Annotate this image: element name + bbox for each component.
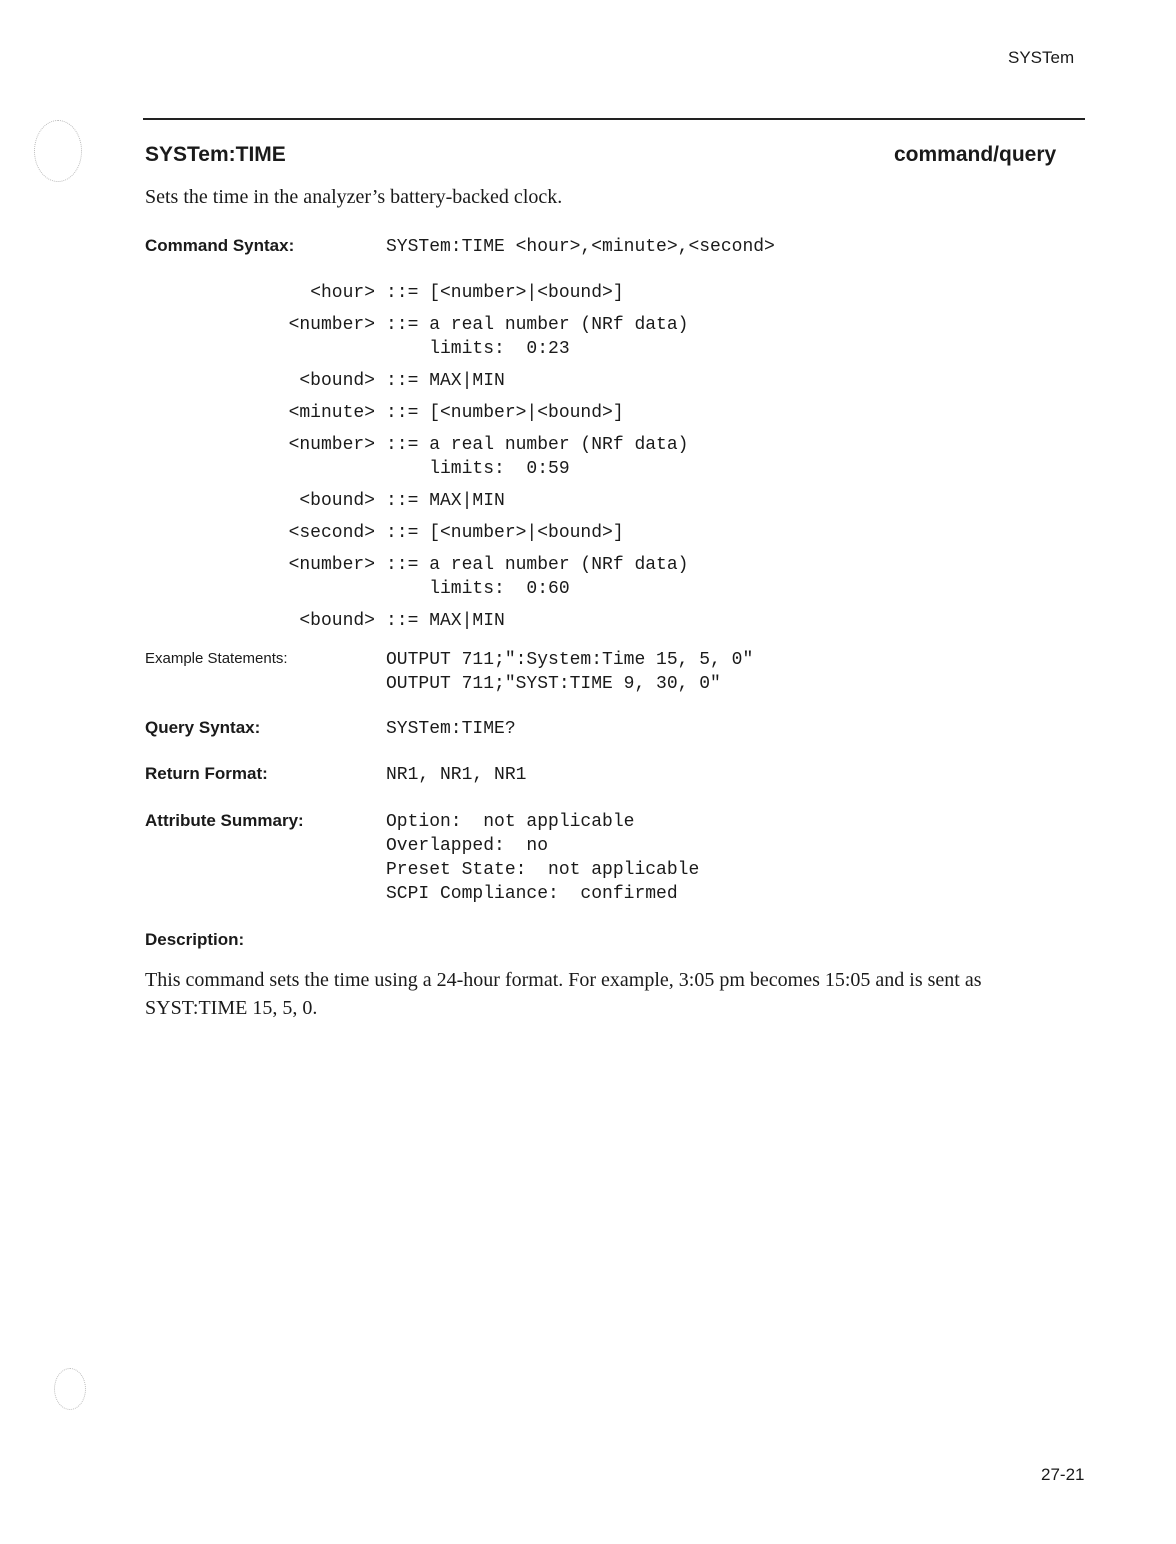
example-statement: OUTPUT 711;":System:Time 15, 5, 0" [386, 650, 754, 670]
param-name: <number> [288, 555, 375, 575]
running-header: SYSTem [1008, 48, 1075, 67]
param-def: ::= a real number (NRf data) limits: 0:59 [386, 435, 689, 479]
param-name: <number> [288, 315, 375, 335]
param-def: ::= [<number>|<bound>] [386, 523, 624, 543]
query-syntax-label: Query Syntax: [145, 718, 261, 737]
query-syntax-value: SYSTem:TIME? [386, 719, 516, 739]
command-syntax-value: SYSTem:TIME <hour>,<minute>,<second> [386, 237, 775, 257]
attribute-line: Preset State: not applicable [386, 860, 700, 880]
param-def: ::= [<number>|<bound>] [386, 283, 624, 303]
param-name: <hour> [310, 283, 375, 303]
attribute-line: Option: not applicable [386, 812, 635, 832]
attribute-summary-label: Attribute Summary: [145, 811, 304, 830]
description-label: Description: [145, 930, 245, 949]
param-name: <number> [288, 435, 375, 455]
scan-artifact [34, 120, 82, 182]
description-text: This command sets the time using a 24-hour format. For example, 3:05 pm becomes 15:05 and is sent as SYST:TIME 15, 5, 0. [145, 969, 982, 1019]
param-def: ::= MAX|MIN [386, 371, 505, 391]
command-syntax-label: Command Syntax: [145, 236, 295, 255]
param-name: <bound> [299, 491, 375, 511]
scan-artifact [54, 1368, 86, 1410]
param-def: ::= a real number (NRf data) limits: 0:60 [386, 555, 689, 599]
page-number: 27-21 [1041, 1465, 1085, 1484]
param-name: <second> [288, 523, 375, 543]
param-name: <bound> [299, 371, 375, 391]
section-title: SYSTem:TIME [145, 143, 286, 166]
param-def: ::= [<number>|<bound>] [386, 403, 624, 423]
param-def: ::= a real number (NRf data) limits: 0:23 [386, 315, 689, 359]
header-rule [143, 118, 1085, 120]
param-def: ::= MAX|MIN [386, 611, 505, 631]
section-type: command/query [894, 143, 1057, 166]
attribute-line: SCPI Compliance: confirmed [386, 884, 678, 904]
attribute-line: Overlapped: no [386, 836, 549, 856]
example-statement: OUTPUT 711;"SYST:TIME 9, 30, 0" [386, 674, 721, 694]
return-format-value: NR1, NR1, NR1 [386, 765, 527, 785]
example-statements-label: Example Statements: [145, 650, 288, 667]
section-intro: Sets the time in the analyzer’s battery-backed clock. [145, 186, 563, 208]
param-name: <minute> [288, 403, 375, 423]
return-format-label: Return Format: [145, 764, 268, 783]
param-name: <bound> [299, 611, 375, 631]
param-def: ::= MAX|MIN [386, 491, 505, 511]
